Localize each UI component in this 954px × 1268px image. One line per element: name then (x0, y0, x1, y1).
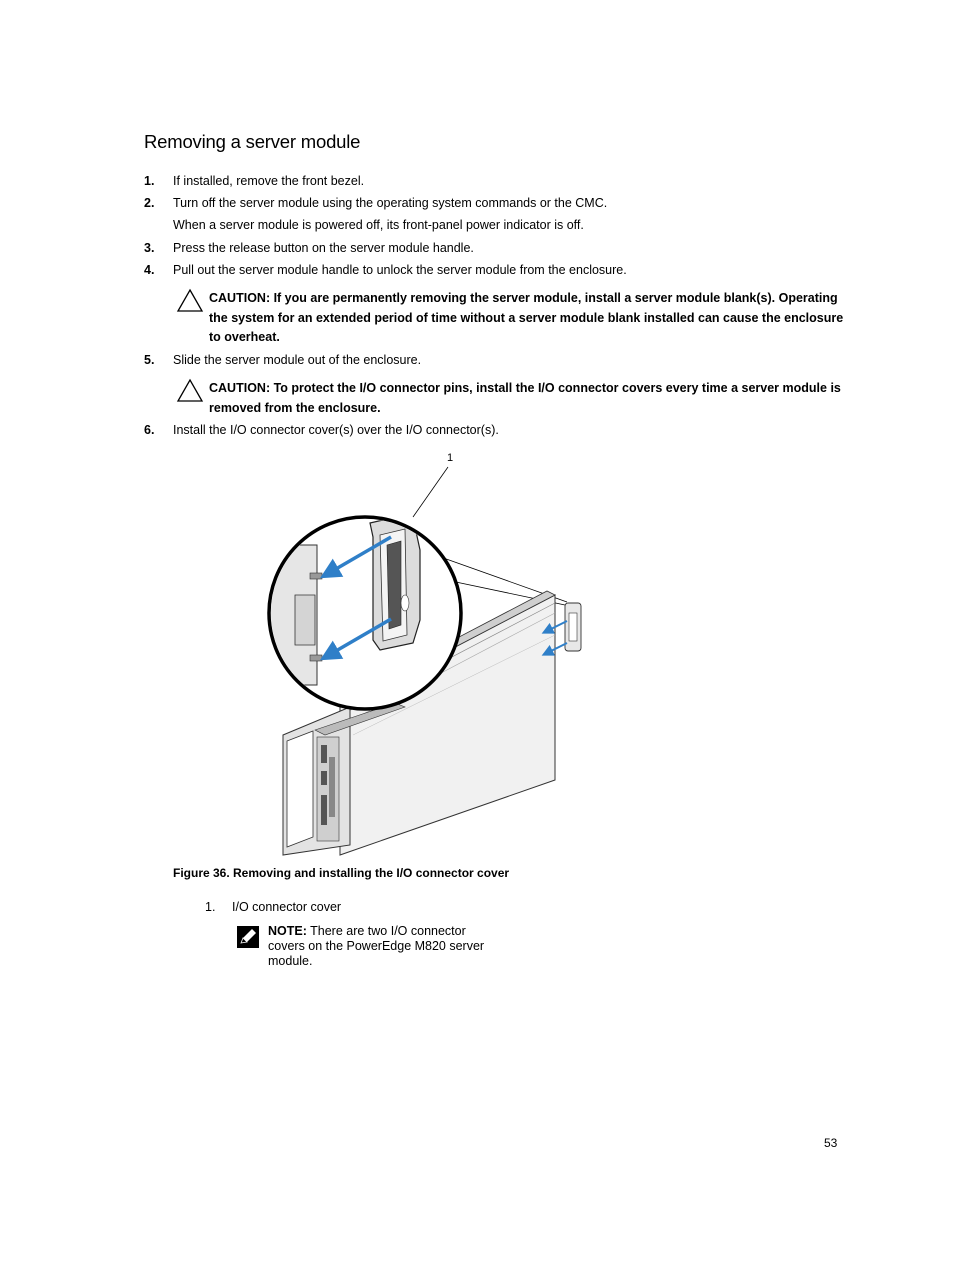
step-3-number: 3. (144, 241, 155, 255)
caution-1-text: CAUTION: If you are permanently removing the server module, install a server module blank(s). Operating the system for an extended period of time without a server module blank installed can cause the enclosure to overheat. (209, 291, 844, 344)
legend-item-text: I/O connector cover (232, 900, 342, 914)
step-6-text: Install the I/O connector cover(s) over the I/O connector(s). (173, 423, 499, 437)
note-pencil-icon (236, 925, 260, 949)
caution-triangle-icon (176, 378, 204, 404)
step-3-text: Press the release button on the server module handle. (173, 241, 474, 255)
note-body: There are two I/O connector covers on the PowerEdge M820 server module. (268, 924, 485, 968)
step-6-number: 6. (144, 423, 155, 437)
callout-label: 1 (447, 452, 454, 464)
step-1-number: 1. (144, 174, 155, 188)
step-2-subtext: When a server module is powered off, its front-panel power indicator is off. (173, 218, 584, 232)
caution-triangle-icon (176, 288, 204, 314)
step-4-text: Pull out the server module handle to unlock the server module from the enclosure. (173, 263, 627, 277)
step-4-number: 4. (144, 263, 155, 277)
step-1-text: If installed, remove the front bezel. (173, 174, 365, 188)
io-connector-cover-illustration (255, 445, 600, 860)
step-5-text: Slide the server module out of the enclosure. (173, 353, 422, 367)
note-label: NOTE: (268, 924, 307, 938)
legend-item-number: 1. (205, 900, 216, 914)
caution-2-text: CAUTION: To protect the I/O connector pins, install the I/O connector covers every time a server module is removed from the enclosure. (209, 381, 841, 415)
section-heading: Removing a server module (144, 131, 361, 152)
page-number: 53 (824, 1136, 838, 1150)
step-2-number: 2. (144, 196, 155, 210)
note-text (268, 924, 503, 969)
step-5-number: 5. (144, 353, 155, 367)
figure-caption: Figure 36. Removing and installing the I/O connector cover (173, 866, 510, 880)
step-2-text: Turn off the server module using the operating system commands or the CMC. (173, 196, 608, 210)
